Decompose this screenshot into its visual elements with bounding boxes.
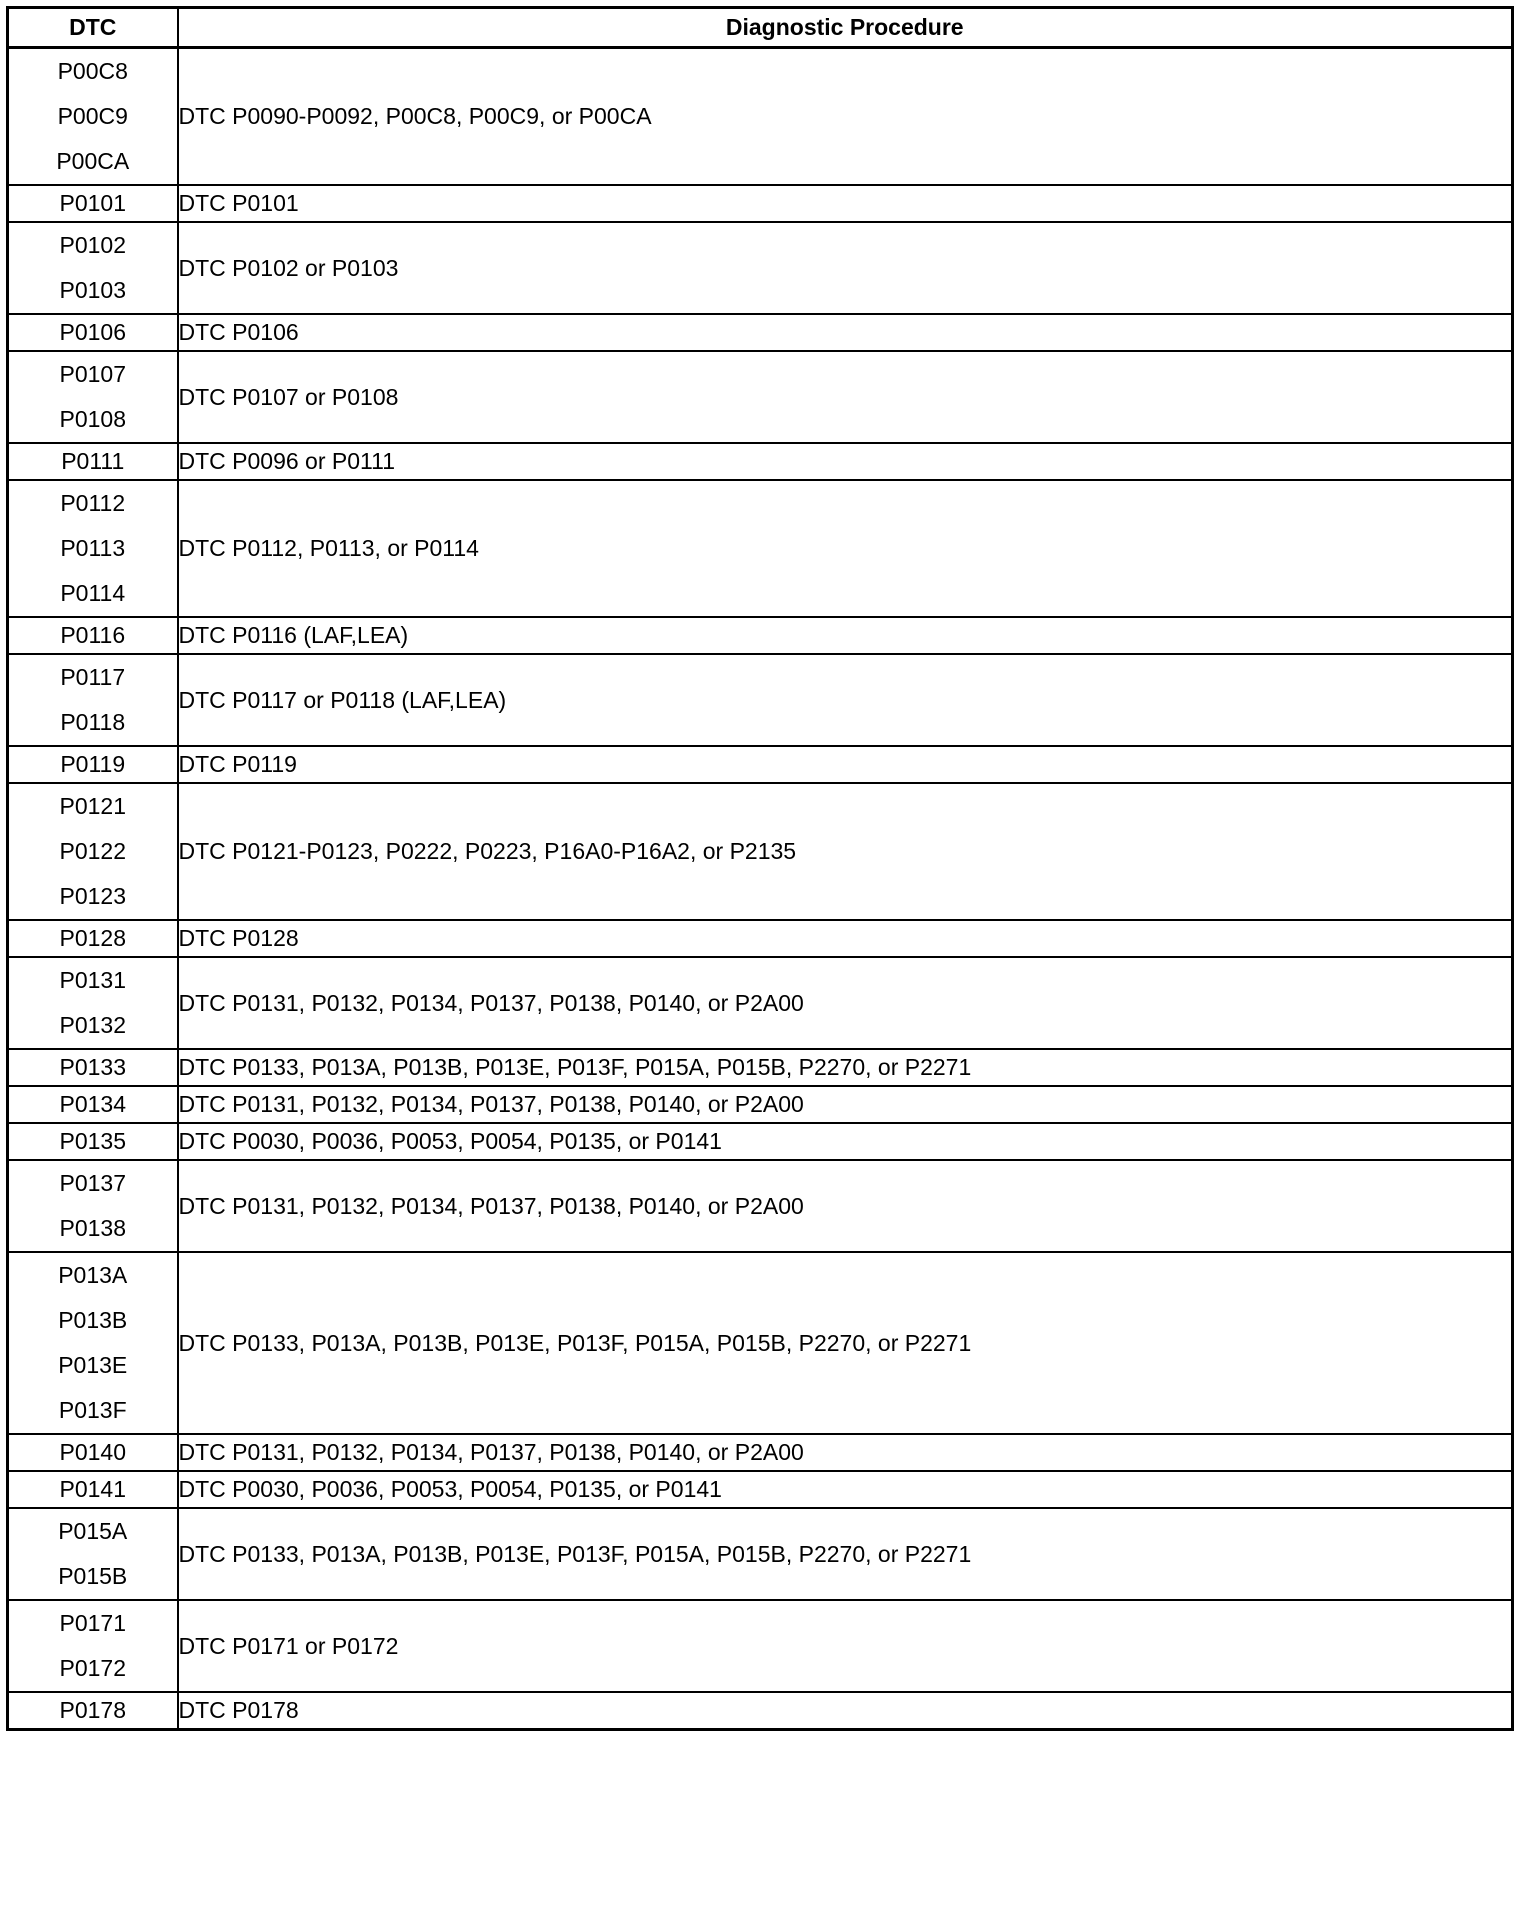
- diagnostic-procedure-cell: DTC P0112, P0113, or P0114: [178, 480, 1513, 617]
- dtc-code: P0113: [60, 535, 126, 561]
- dtc-code-cell: [8, 480, 178, 617]
- table-row: [8, 1123, 1513, 1160]
- diagnostic-procedure-cell: DTC P0131, P0132, P0134, P0137, P0138, P0140, or P2A00: [178, 957, 1513, 1049]
- dtc-code-cell: [8, 746, 178, 783]
- dtc-code: P013E: [58, 1352, 128, 1378]
- table-row: [8, 185, 1513, 222]
- table-row: [8, 1600, 1513, 1692]
- dtc-code: P0103: [59, 277, 126, 303]
- table-row: [8, 1086, 1513, 1123]
- dtc-code: P0107: [59, 361, 126, 387]
- dtc-code: P0119: [60, 751, 126, 777]
- dtc-code-cell: [8, 783, 178, 920]
- dtc-code: P00C8: [57, 58, 128, 84]
- diagnostic-procedure-cell: DTC P0131, P0132, P0134, P0137, P0138, P0140, or P2A00: [178, 1086, 1513, 1123]
- diagnostic-procedure-cell: DTC P0178: [178, 1692, 1513, 1730]
- table-row: [8, 48, 1513, 186]
- dtc-code: P0116: [60, 622, 126, 648]
- dtc-code: P0122: [59, 838, 126, 864]
- dtc-code-cell: [8, 654, 178, 746]
- table-body: [8, 48, 1513, 1730]
- diagnostic-procedure-cell: DTC P0030, P0036, P0053, P0054, P0135, or P0141: [178, 1123, 1513, 1160]
- table-header-row: [8, 8, 1513, 48]
- table-row: [8, 480, 1513, 617]
- dtc-code: P0118: [60, 709, 126, 735]
- table-row: [8, 1434, 1513, 1471]
- table-row: [8, 920, 1513, 957]
- dtc-code: P0123: [59, 883, 126, 909]
- dtc-code: P0112: [60, 490, 126, 516]
- dtc-code-cell: [8, 1471, 178, 1508]
- dtc-code: P0140: [59, 1439, 126, 1465]
- diagnostic-procedure-cell: DTC P0102 or P0103: [178, 222, 1513, 314]
- dtc-code: P015A: [58, 1518, 128, 1544]
- dtc-code: P0108: [59, 406, 126, 432]
- dtc-code: P013F: [58, 1397, 127, 1423]
- diagnostic-procedure-cell: DTC P0096 or P0111: [178, 443, 1513, 480]
- dtc-code-cell: [8, 1252, 178, 1434]
- dtc-code: P0138: [59, 1215, 126, 1241]
- table-row: [8, 351, 1513, 443]
- table-row: [8, 1508, 1513, 1600]
- dtc-code-cell: [8, 48, 178, 186]
- dtc-code: P013A: [58, 1262, 128, 1288]
- diagnostic-procedure-cell: DTC P0131, P0132, P0134, P0137, P0138, P0140, or P2A00: [178, 1434, 1513, 1471]
- diagnostic-procedure-cell: DTC P0030, P0036, P0053, P0054, P0135, or P0141: [178, 1471, 1513, 1508]
- dtc-code: P0135: [59, 1128, 126, 1154]
- dtc-code: P0178: [59, 1697, 126, 1723]
- table-row: [8, 1692, 1513, 1730]
- diagnostic-procedure-cell: DTC P0131, P0132, P0134, P0137, P0138, P0140, or P2A00: [178, 1160, 1513, 1252]
- dtc-code-cell: [8, 957, 178, 1049]
- dtc-code-cell: [8, 920, 178, 957]
- dtc-code: P0106: [59, 319, 126, 345]
- table-row: [8, 443, 1513, 480]
- dtc-column-header: DTC: [8, 8, 178, 48]
- dtc-code: P0141: [59, 1476, 126, 1502]
- dtc-code-cell: [8, 443, 178, 480]
- diagnostic-procedure-cell: DTC P0121-P0123, P0222, P0223, P16A0-P16A2, or P2135: [178, 783, 1513, 920]
- table-row: [8, 1252, 1513, 1434]
- dtc-code: P0102: [59, 232, 126, 258]
- table-row: [8, 617, 1513, 654]
- dtc-code: P00C9: [57, 103, 128, 129]
- dtc-code: P0172: [59, 1655, 126, 1681]
- dtc-code: P0133: [59, 1054, 126, 1080]
- table-row: [8, 1471, 1513, 1508]
- table-row: [8, 1160, 1513, 1252]
- dtc-code: P0128: [59, 925, 126, 951]
- dtc-code: P00CA: [56, 148, 130, 174]
- diagnostic-procedure-cell: DTC P0133, P013A, P013B, P013E, P013F, P015A, P015B, P2270, or P2271: [178, 1252, 1513, 1434]
- dtc-code: P0111: [61, 448, 125, 474]
- dtc-code-cell: [8, 1086, 178, 1123]
- diagnostic-procedure-cell: DTC P0107 or P0108: [178, 351, 1513, 443]
- dtc-code-cell: [8, 1600, 178, 1692]
- diagnostic-procedure-cell: DTC P0090-P0092, P00C8, P00C9, or P00CA: [178, 48, 1513, 186]
- diagnostic-procedure-cell: DTC P0117 or P0118 (LAF,LEA): [178, 654, 1513, 746]
- dtc-code: P013B: [58, 1307, 128, 1333]
- diagnostic-procedure-cell: DTC P0101: [178, 185, 1513, 222]
- diagnostic-procedure-cell: DTC P0128: [178, 920, 1513, 957]
- dtc-code-cell: [8, 1692, 178, 1730]
- table-row: [8, 654, 1513, 746]
- dtc-code: P0137: [59, 1170, 126, 1196]
- table-row: [8, 314, 1513, 351]
- dtc-code: P0171: [59, 1610, 126, 1636]
- dtc-code: P0121: [59, 793, 126, 819]
- diagnostic-procedure-cell: DTC P0133, P013A, P013B, P013E, P013F, P015A, P015B, P2270, or P2271: [178, 1508, 1513, 1600]
- procedure-column-header: Diagnostic Procedure: [178, 8, 1513, 48]
- dtc-code-cell: [8, 1508, 178, 1600]
- dtc-code: P0117: [60, 664, 126, 690]
- table-row: [8, 957, 1513, 1049]
- dtc-code: P0114: [60, 580, 126, 606]
- dtc-code-cell: [8, 185, 178, 222]
- dtc-code: P0134: [59, 1091, 126, 1117]
- diagnostic-procedure-cell: DTC P0171 or P0172: [178, 1600, 1513, 1692]
- dtc-code-cell: [8, 1049, 178, 1086]
- dtc-code-cell: [8, 351, 178, 443]
- diagnostic-procedure-cell: DTC P0116 (LAF,LEA): [178, 617, 1513, 654]
- dtc-code-cell: [8, 1434, 178, 1471]
- diagnostic-procedure-cell: DTC P0106: [178, 314, 1513, 351]
- table-row: [8, 1049, 1513, 1086]
- table-row: [8, 746, 1513, 783]
- dtc-code-cell: [8, 1123, 178, 1160]
- table-row: [8, 222, 1513, 314]
- dtc-code: P0132: [59, 1012, 126, 1038]
- dtc-table: [6, 6, 1514, 1731]
- dtc-code: P0131: [59, 967, 126, 993]
- diagnostic-procedure-cell: DTC P0133, P013A, P013B, P013E, P013F, P015A, P015B, P2270, or P2271: [178, 1049, 1513, 1086]
- dtc-code-cell: [8, 617, 178, 654]
- diagnostic-procedure-cell: DTC P0119: [178, 746, 1513, 783]
- dtc-code-cell: [8, 222, 178, 314]
- dtc-code: P015B: [58, 1563, 128, 1589]
- dtc-code-cell: [8, 314, 178, 351]
- dtc-code-cell: [8, 1160, 178, 1252]
- dtc-code: P0101: [59, 190, 126, 216]
- table-row: [8, 783, 1513, 920]
